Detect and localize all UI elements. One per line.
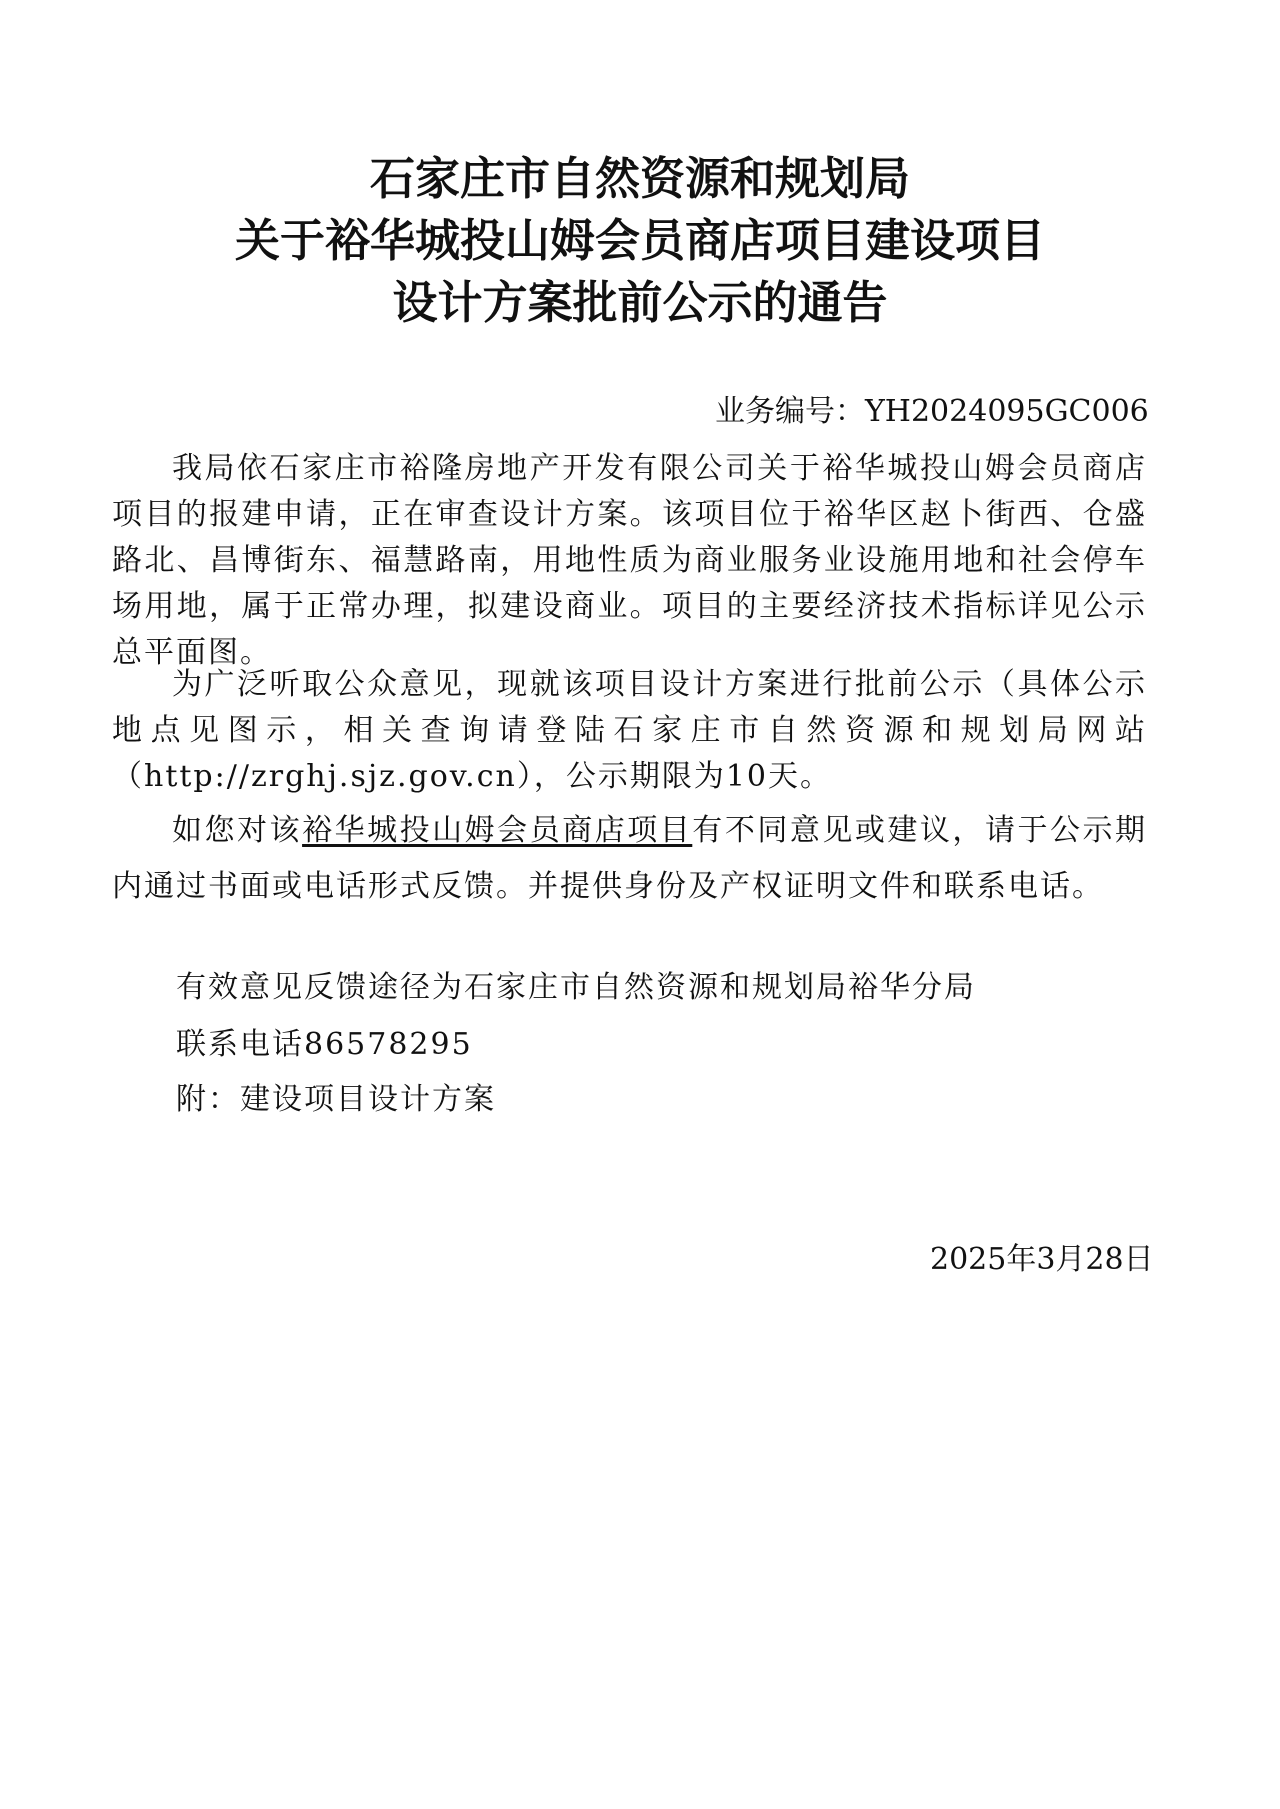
document-date: 2025年3月28日 xyxy=(930,1242,1154,1277)
feedback-channel: 有效意见反馈途径为石家庄市自然资源和规划局裕华分局 xyxy=(176,970,976,1005)
title-line-2: 关于裕华城投山姆会员商店项目建设项目 xyxy=(234,214,1045,267)
paragraph-public-notice: 为广泛听取公众意见，现就该项目设计方案进行批前公示（具体公示地点见图示，相关查询请登陆石家庄市自然资源和规划局网站（http://zrghj.sjz.gov.cn），公示期限为10天。 xyxy=(112,667,1147,794)
feedback-text-before: 如您对该 xyxy=(172,813,303,848)
underlined-project-name: 裕华城投山姆会员商店项目 xyxy=(302,813,693,848)
contact-phone: 联系电话86578295 xyxy=(176,1027,473,1062)
title-line-1: 石家庄市自然资源和规划局 xyxy=(369,152,910,205)
paragraph-project-review: 我局依石家庄市裕隆房地产开发有限公司关于裕华城投山姆会员商店项目的报建申请，正在审查设计方案。该项目位于裕华区赵卜街西、仓盛路北、昌博街东、福慧路南，用地性质为商业服务业设施用地和社会停车场用地，属于正常办理，拟建设商业。项目的主要经济技术指标详见公示总平面图。 xyxy=(112,451,1147,670)
paragraph-feedback xyxy=(112,803,1147,915)
attachment-note: 附：建设项目设计方案 xyxy=(176,1082,496,1117)
document-title xyxy=(0,148,1280,334)
business-number: 业务编号：YH2024095GC006 xyxy=(715,394,1149,429)
feedback-text-after: 有不同意见或建议，请于公示期内通过书面或电话形式反馈。并提供身份及产权证明文件和联系电话。 xyxy=(112,813,1148,904)
title-line-3: 设计方案批前公示的通告 xyxy=(392,276,888,329)
